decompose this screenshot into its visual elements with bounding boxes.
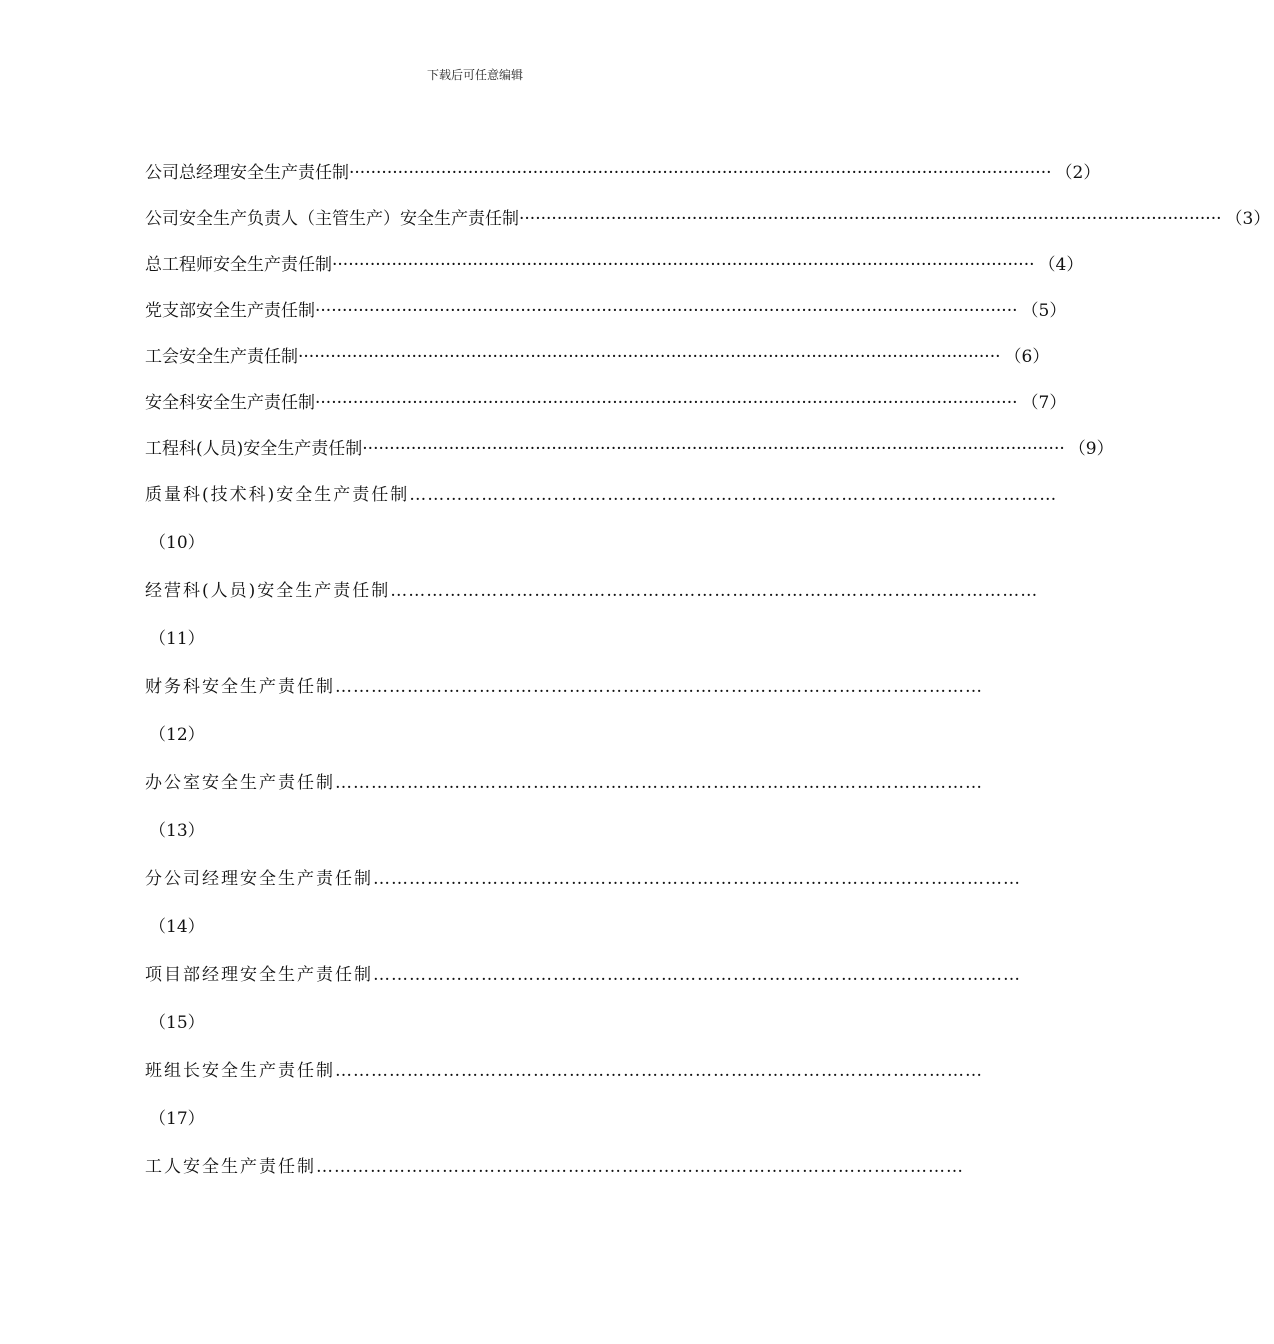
toc-entry[interactable] [145, 334, 1050, 380]
toc-entry-title: 工人安全生产责任制 [145, 1157, 316, 1177]
toc-entry-page: （13） [149, 821, 205, 841]
toc-entry[interactable] [145, 242, 1084, 288]
table-of-contents [145, 150, 1271, 1190]
toc-leader-dots: ·································································································································· [332, 255, 1035, 275]
toc-leader-dots: ·································································································································· [362, 439, 1065, 459]
toc-leader-dots: ·································································································································· [315, 393, 1018, 413]
toc-entry-page: （4） [1038, 255, 1084, 275]
toc-entry-title: 项目部经理安全生产责任制 [145, 965, 373, 985]
toc-entry-page: （12） [149, 725, 205, 745]
toc-leader-ellipsis: ……………………………………………………………………………………………… [316, 1157, 964, 1177]
page-header-note: 下载后可任意编辑 [426, 68, 523, 82]
toc-entry-page: （9） [1068, 439, 1114, 459]
toc-leader-dots: ·································································································································· [519, 209, 1222, 229]
toc-entry-title: 工程科(人员)安全生产责任制 [145, 439, 363, 459]
toc-leader-dots: ·································································································································· [298, 347, 1001, 367]
toc-leader-ellipsis: ……………………………………………………………………………………………… [335, 773, 983, 793]
toc-entry-title: 党支部安全生产责任制 [145, 301, 315, 321]
toc-entry[interactable] [145, 472, 1058, 518]
toc-entry-title: 办公室安全生产责任制 [145, 773, 335, 793]
toc-entry-title: 安全科安全生产责任制 [145, 393, 315, 413]
toc-entry-page: （15） [149, 1013, 205, 1033]
toc-leader-dots: ·································································································································· [315, 301, 1018, 321]
toc-entry-page: （6） [1004, 347, 1050, 367]
toc-leader-ellipsis: ……………………………………………………………………………………………… [373, 869, 1021, 889]
toc-entry-title: 分公司经理安全生产责任制 [145, 869, 373, 889]
toc-entry-title: 质量科(技术科)安全生产责任制 [145, 485, 410, 505]
toc-entry-title: 经营科(人员)安全生产责任制 [145, 581, 391, 601]
toc-entry[interactable] [145, 760, 983, 806]
toc-entry[interactable] [145, 568, 1039, 614]
toc-entry[interactable] [145, 1144, 964, 1190]
toc-entry-page: （3） [1225, 209, 1271, 229]
toc-entry[interactable] [145, 426, 1114, 472]
toc-entry-page: （17） [149, 1109, 205, 1129]
toc-leader-ellipsis: ……………………………………………………………………………………………… [335, 677, 983, 697]
toc-entry-page: （10） [149, 533, 205, 553]
toc-entry-page: （14） [149, 917, 205, 937]
toc-entry[interactable] [145, 664, 983, 710]
toc-leader-ellipsis: ……………………………………………………………………………………………… [390, 581, 1039, 601]
toc-entry-page: （2） [1055, 163, 1101, 183]
toc-entry-title: 工会安全生产责任制 [145, 347, 298, 367]
toc-entry[interactable] [145, 952, 1021, 998]
toc-entry-title: 公司安全生产负责人（主管生产）安全生产责任制 [145, 209, 519, 229]
toc-entry-page: （5） [1021, 301, 1067, 321]
toc-entry[interactable] [145, 856, 1021, 902]
toc-entry-title: 财务科安全生产责任制 [145, 677, 335, 697]
toc-entry[interactable] [145, 150, 1101, 196]
toc-entry[interactable] [145, 196, 1271, 242]
toc-entry-title: 公司总经理安全生产责任制 [145, 163, 349, 183]
toc-leader-ellipsis: ……………………………………………………………………………………………… [373, 965, 1021, 985]
toc-entry[interactable] [145, 380, 1067, 426]
toc-leader-dots: ·································································································································· [349, 163, 1052, 183]
toc-leader-ellipsis: ……………………………………………………………………………………………… [335, 1061, 983, 1081]
toc-leader-ellipsis: ……………………………………………………………………………………………… [409, 485, 1058, 505]
toc-entry-page: （7） [1021, 393, 1067, 413]
toc-entry-page: （11） [149, 629, 205, 649]
toc-entry-title: 班组长安全生产责任制 [145, 1061, 335, 1081]
toc-entry-title: 总工程师安全生产责任制 [145, 255, 332, 275]
toc-entry[interactable] [145, 288, 1067, 334]
toc-entry[interactable] [145, 1048, 983, 1094]
